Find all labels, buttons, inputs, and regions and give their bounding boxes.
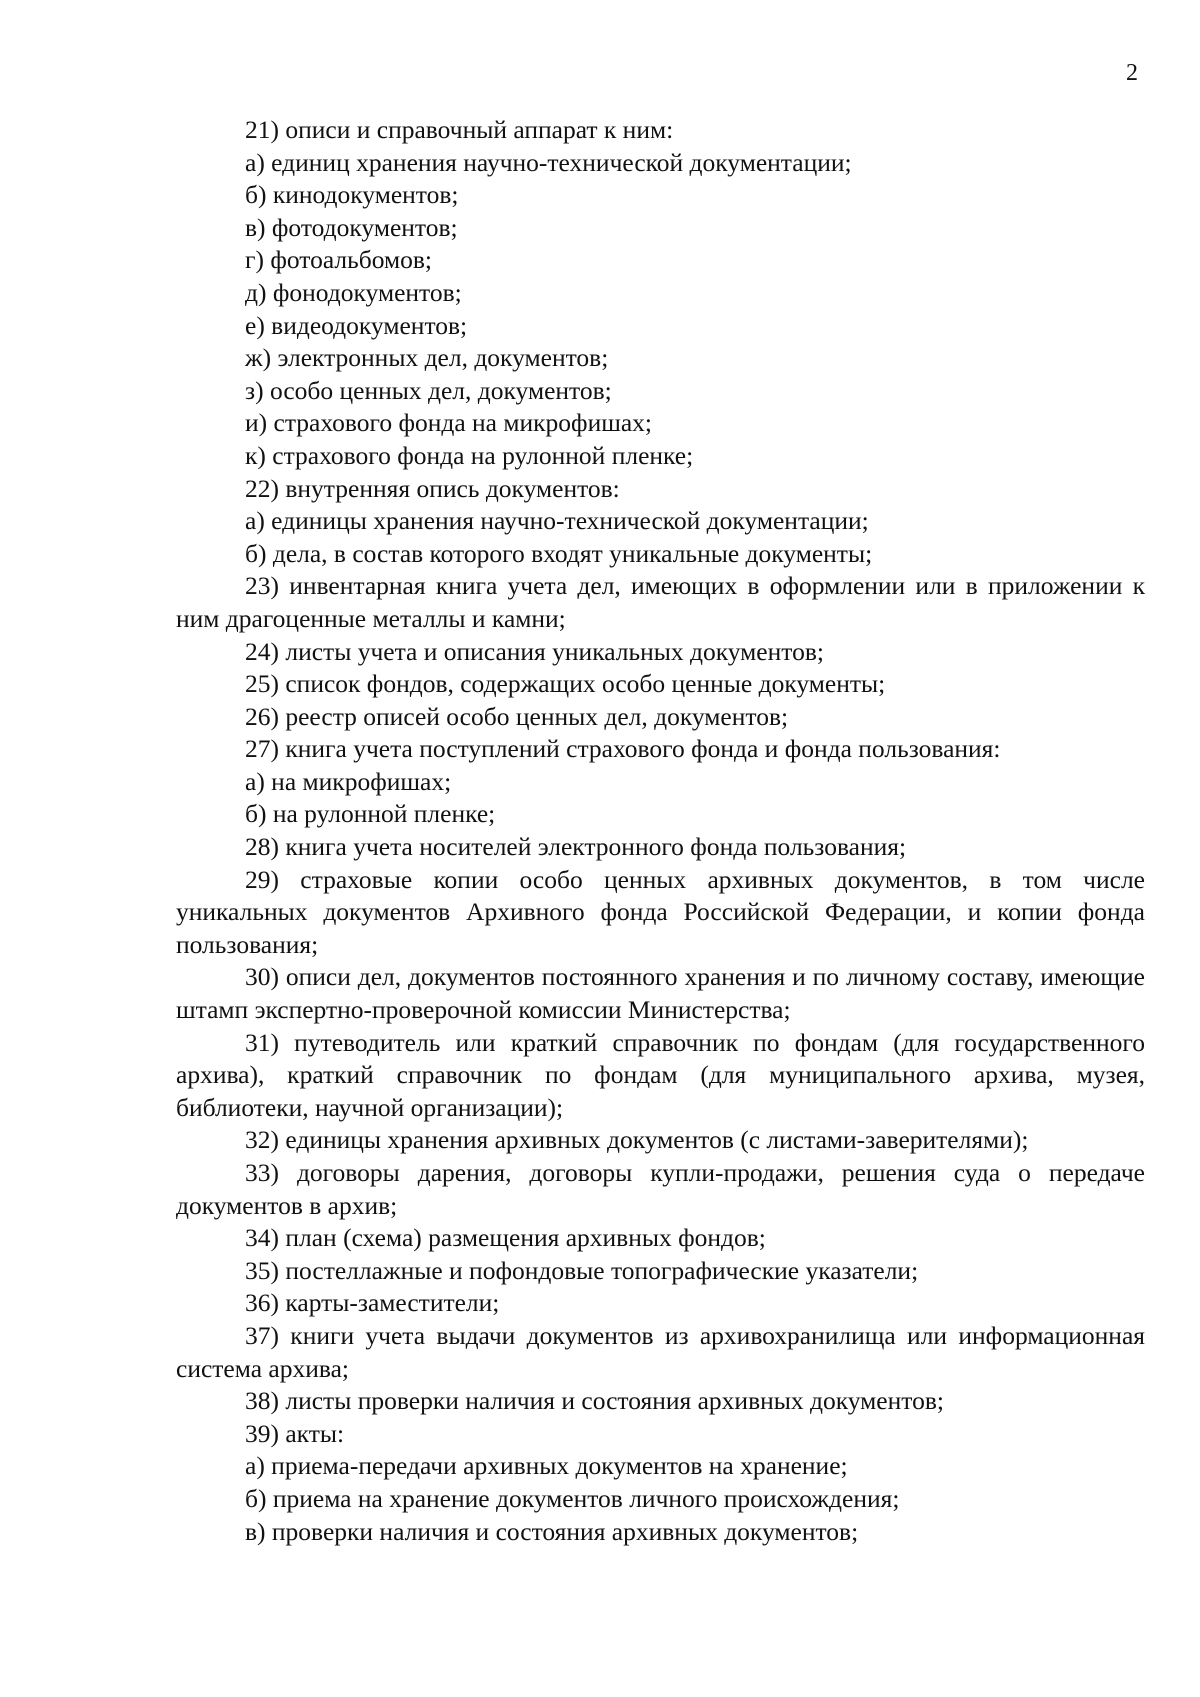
list-item: 25) список фондов, содержащих особо ценные документы; bbox=[245, 669, 886, 699]
list-item: е) видеодокументов; bbox=[245, 310, 468, 340]
list-item: г) фотоальбомов; bbox=[245, 245, 432, 275]
list-item: а) приема-передачи архивных документов на хранение; bbox=[245, 1451, 848, 1481]
list-item: 29) страховые копии особо ценных архивных документов, в том числе уникальных документов Архивного фонда Российской Федерации, и копии фонда пользования; bbox=[176, 864, 1145, 959]
list-item: а) единиц хранения научно-технической документации; bbox=[245, 147, 852, 177]
list-item: 37) книги учета выдачи документов из архивохранилища или информационная система архива; bbox=[176, 1320, 1145, 1383]
list-item: 31) путеводитель или краткий справочник по фондам (для государственного архива), краткий справочник по фондам (для муниципального архива, музея, библиотеки, научной организации); bbox=[176, 1027, 1145, 1122]
list-item: б) приема на хранение документов личного происхождения; bbox=[245, 1483, 900, 1513]
list-item: 38) листы проверки наличия и состояния архивных документов; bbox=[245, 1386, 944, 1416]
list-item: б) дела, в состав которого входят уникальные документы; bbox=[245, 538, 873, 568]
list-item: б) на рулонной пленке; bbox=[245, 799, 496, 829]
document-body bbox=[176, 114, 1145, 1548]
list-item: 36) карты-заместители; bbox=[245, 1288, 500, 1318]
list-item: 23) инвентарная книга учета дел, имеющих в оформлении или в приложении к ним драгоценные металлы и камни; bbox=[176, 571, 1145, 633]
list-item: 32) единицы хранения архивных документов (с листами-заверителями); bbox=[245, 1125, 1029, 1155]
list-item: а) на микрофишах; bbox=[245, 766, 452, 796]
list-item: 22) внутренняя опись документов: bbox=[245, 473, 620, 503]
list-item: з) особо ценных дел, документов; bbox=[245, 375, 612, 405]
list-item: 34) план (схема) размещения архивных фондов; bbox=[245, 1223, 766, 1253]
list-item: б) кинодокументов; bbox=[245, 180, 459, 210]
list-item: 26) реестр описей особо ценных дел, документов; bbox=[245, 701, 789, 731]
list-item: и) страхового фонда на микрофишах; bbox=[245, 408, 653, 438]
page-number: 2 bbox=[1126, 60, 1138, 86]
list-item: д) фонодокументов; bbox=[245, 277, 462, 307]
list-item: 35) постеллажные и пофондовые топографические указатели; bbox=[245, 1255, 919, 1285]
list-item: 39) акты: bbox=[245, 1418, 345, 1448]
list-item: 33) договоры дарения, договоры купли-продажи, решения суда о передаче документов в архив; bbox=[176, 1158, 1145, 1220]
list-item: 24) листы учета и описания уникальных документов; bbox=[245, 636, 824, 666]
list-item: 28) книга учета носителей электронного фонда пользования; bbox=[245, 832, 907, 862]
list-item: а) единицы хранения научно-технической документации; bbox=[245, 506, 869, 536]
list-item: 21) описи и справочный аппарат к ним: bbox=[245, 115, 674, 144]
list-item: 27) книга учета поступлений страхового фонда и фонда пользования: bbox=[245, 734, 1001, 764]
list-item: к) страхового фонда на рулонной пленке; bbox=[245, 440, 694, 470]
list-item: 30) описи дел, документов постоянного хранения и по личному составу, имеющие штамп экспертно-проверочной комиссии Министерства; bbox=[176, 962, 1145, 1025]
list-item: ж) электронных дел, документов; bbox=[245, 343, 609, 373]
list-item: в) проверки наличия и состояния архивных документов; bbox=[245, 1516, 859, 1546]
list-item: в) фотодокументов; bbox=[245, 212, 458, 242]
